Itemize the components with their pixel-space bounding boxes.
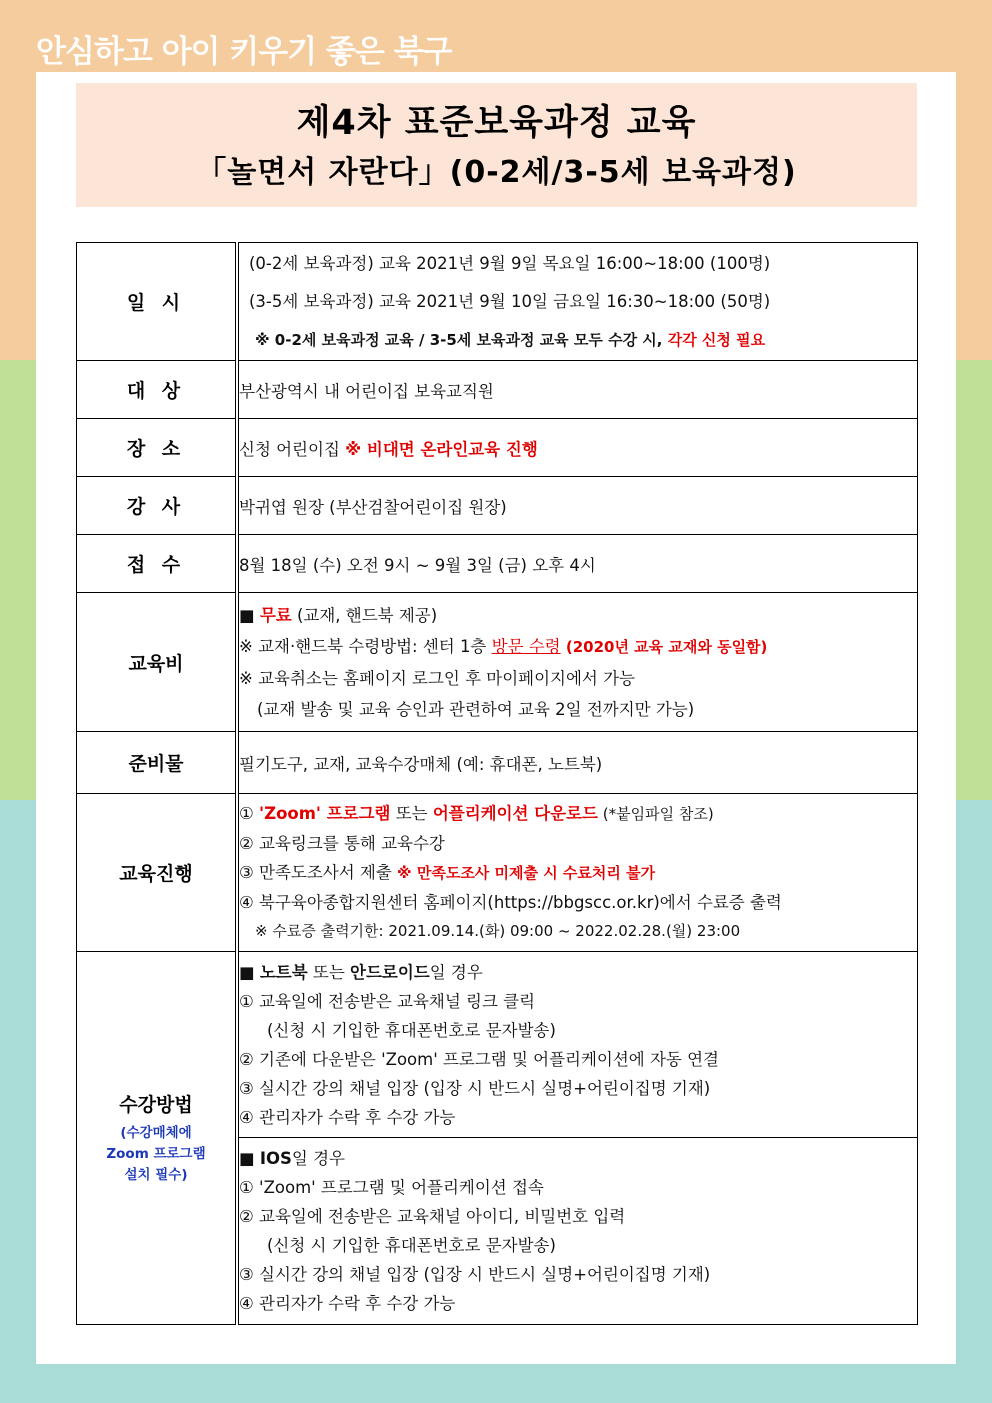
method-label: 수강방법 (수강매체에 Zoom 프로그램 설치 필수)	[77, 952, 238, 1325]
schedule-line: (0-2세 보육과정) 교육 2021년 9월 9일 목요일 16:00~18:00 (100명)	[249, 253, 771, 273]
fee-line: (교재 발송 및 교육 승인과 관련하여 교육 2일 전까지만 가능)	[257, 699, 695, 719]
schedule-line: (3-5세 보육과정) 교육 2021년 9월 10일 금요일 16:30~18:00 (50명)	[249, 291, 771, 311]
info-table	[76, 242, 918, 1325]
fee-line: ■ 무료 (교재, 핸드북 제공)	[239, 605, 438, 625]
fee-line: ※ 교재·핸드북 수령방법: 센터 1층 방문 수령 (2020년 교육 교재와 동일함)	[239, 636, 768, 656]
schedule-note: ※ 0-2세 보육과정 교육 / 3-5세 보육과정 교육 모두 수강 시, 각각 신청 필요	[255, 330, 766, 349]
method-android-content	[237, 952, 918, 1138]
method-heading: ■ 노트북 또는 안드로이드일 경우	[239, 962, 483, 982]
progress-label: 교육진행	[77, 794, 238, 952]
supplies-label: 준비물	[77, 732, 238, 794]
method-step: ② 교육일에 전송받은 교육채널 아이디, 비밀번호 입력	[239, 1207, 626, 1226]
schedule-content	[237, 243, 918, 361]
table-row	[77, 794, 918, 952]
method-step: (신청 시 기입한 휴대폰번호로 문자발송)	[267, 1020, 556, 1040]
method-step: ③ 실시간 강의 채널 입장 (입장 시 반드시 실명+어린이집명 기재)	[239, 1265, 711, 1284]
fee-line: ※ 교육취소는 홈페이지 로그인 후 마이페이지에서 가능	[239, 668, 635, 688]
method-heading: ■ IOS일 경우	[239, 1149, 345, 1168]
method-sub-note: Zoom 프로그램	[106, 1146, 206, 1162]
method-step: (신청 시 기입한 휴대폰번호로 문자발송)	[267, 1236, 556, 1255]
method-sub-note: 설치 필수)	[124, 1167, 188, 1183]
reception-content: 8월 18일 (수) 오전 9시 ~ 9월 3일 (금) 오후 4시	[237, 535, 918, 593]
progress-item: ③ 만족도조사서 제출 ※ 만족도조사 미제출 시 수료처리 불가	[239, 863, 656, 882]
reception-label: 접 수	[77, 535, 238, 593]
lecturer-content: 박귀엽 원장 (부산검찰어린이집 원장)	[237, 477, 918, 535]
supplies-content: 필기도구, 교재, 교육수강매체 (예: 휴대폰, 노트북)	[237, 732, 918, 794]
table-row	[77, 477, 918, 535]
method-step: ① 'Zoom' 프로그램 및 어플리케이션 접속	[239, 1178, 544, 1197]
table-row	[77, 419, 918, 477]
progress-item: ※ 수료증 출력기한: 2021.09.14.(화) 09:00 ~ 2022.02.28.(월) 23:00	[255, 922, 741, 940]
method-step: ④ 관리자가 수락 후 수강 가능	[239, 1294, 456, 1313]
table-row	[77, 732, 918, 794]
title-box	[76, 83, 917, 207]
method-step: ④ 관리자가 수락 후 수강 가능	[239, 1107, 456, 1127]
table-row	[77, 243, 918, 361]
lecturer-label: 강 사	[77, 477, 238, 535]
table-row	[77, 593, 918, 732]
table-row	[77, 361, 918, 419]
fee-label: 교육비	[77, 593, 238, 732]
page-subtitle: 「놀면서 자란다」(0-2세/3-5세 보육과정)	[196, 155, 797, 190]
place-label: 장 소	[77, 419, 238, 477]
method-sub-note: (수강매체에	[120, 1125, 192, 1141]
method-ios-content	[237, 1138, 918, 1325]
progress-item: ① 'Zoom' 프로그램 또는 어플리케이션 다운로드 (*붙임파일 참조)	[239, 804, 714, 823]
slogan: 안심하고 아이 키우기 좋은 북구	[36, 34, 452, 70]
table-row	[77, 535, 918, 593]
page-title: 제4차 표준보육과정 교육	[296, 103, 697, 143]
progress-item: ④ 북구육아종합지원센터 홈페이지(https://bbgscc.or.kr)에서 수료증 출력	[239, 893, 782, 912]
progress-content	[237, 794, 918, 952]
method-step: ③ 실시간 강의 채널 입장 (입장 시 반드시 실명+어린이집명 기재)	[239, 1078, 711, 1098]
target-content: 부산광역시 내 어린이집 보육교직원	[237, 361, 918, 419]
method-step: ① 교육일에 전송받은 교육채널 링크 클릭	[239, 991, 536, 1011]
method-step: ② 기존에 다운받은 'Zoom' 프로그램 및 어플리케이션에 자동 연결	[239, 1049, 719, 1069]
schedule-label: 일 시	[77, 243, 238, 361]
progress-item: ② 교육링크를 통해 교육수강	[239, 834, 445, 853]
fee-content	[237, 593, 918, 732]
place-content: 신청 어린이집 ※ 비대면 온라인교육 진행	[237, 419, 918, 477]
target-label: 대 상	[77, 361, 238, 419]
table-row	[77, 952, 918, 1138]
